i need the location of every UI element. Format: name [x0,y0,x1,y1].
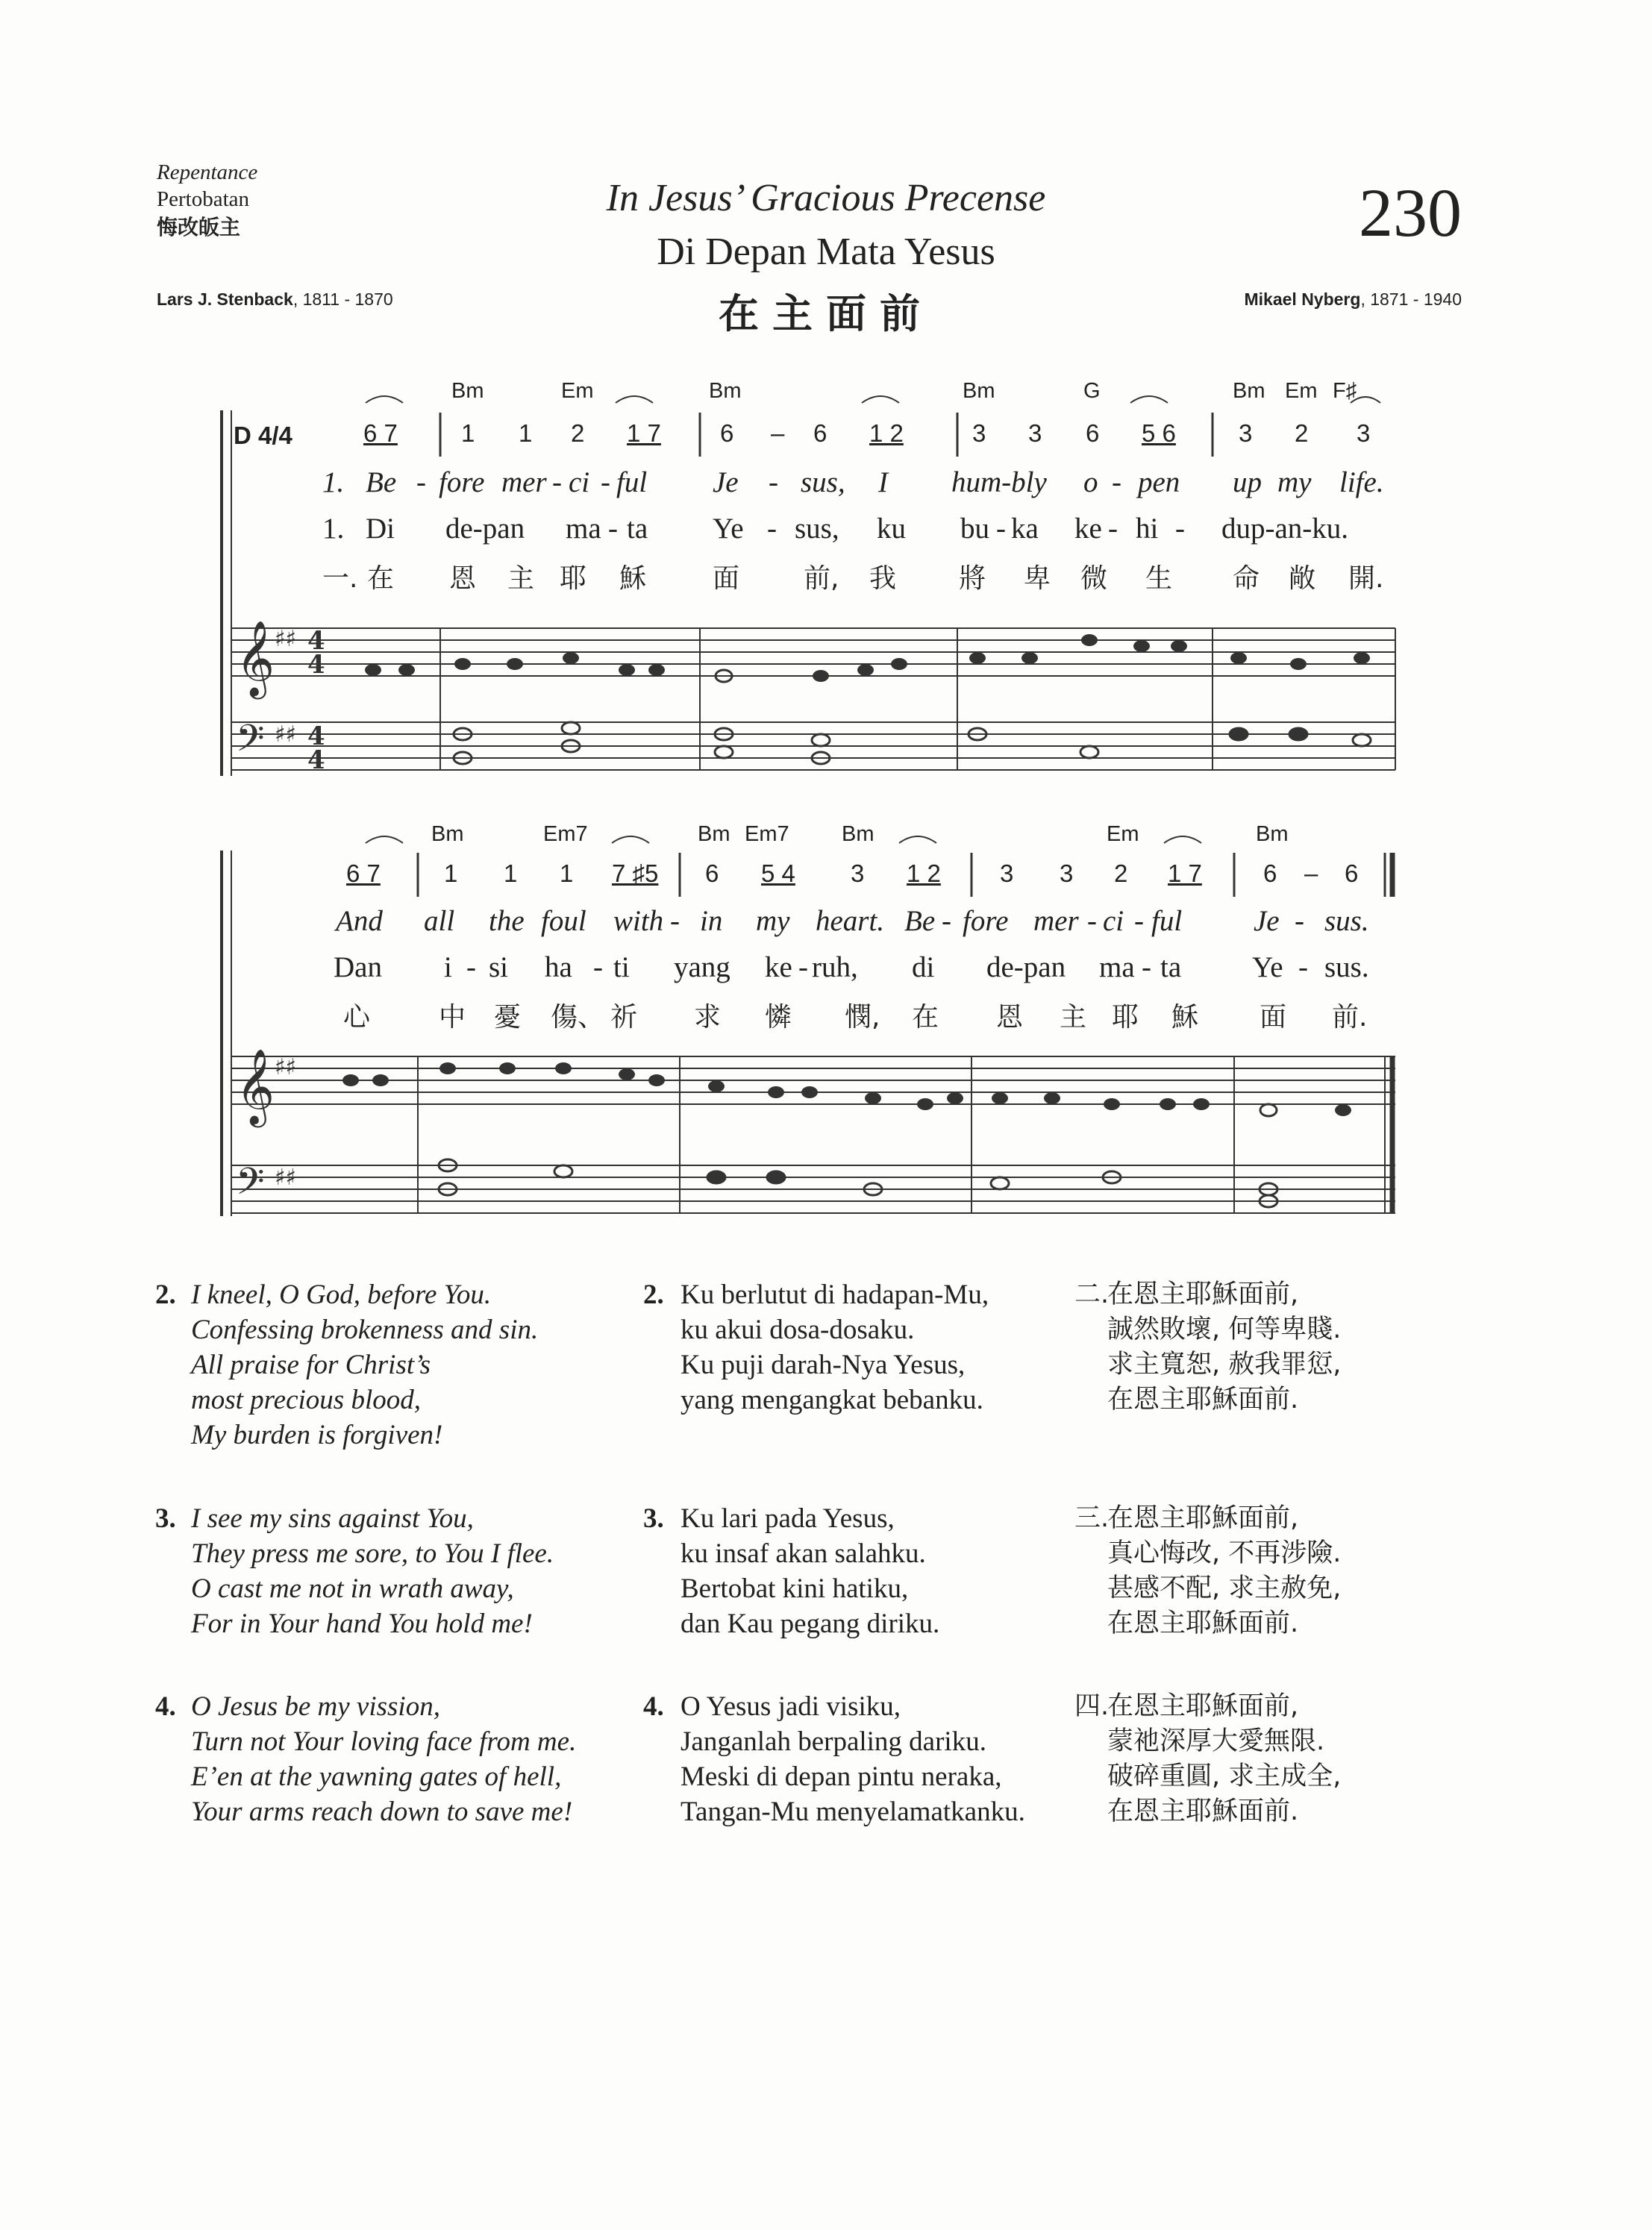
lyric-id: dup-an-ku. [1221,513,1349,545]
lyric-id: Dan [334,951,382,983]
category-en: Repentance [157,160,258,184]
cipher-note: 1 [560,859,574,887]
lyric-zh: 命 [1233,563,1260,594]
verse-line: Bertobat kini hatiku, [680,1573,909,1604]
cipher-note: 1 [504,859,518,887]
verse-line: 真心悔改, 不再涉險. [1107,1538,1342,1568]
lyric-en: - [1087,905,1097,937]
lyric-id: ku [877,513,906,545]
verse-number: 4. [643,1691,664,1722]
verse-number: 3. [643,1503,664,1534]
lyric-en: Be [366,466,397,498]
lyric-zh: 面 [1260,1002,1287,1033]
cipher-note: 3 [1357,419,1371,447]
lyric-zh: 傷、 [551,1002,605,1033]
lyric-en: I [878,466,888,498]
cipher-note: – [1304,859,1318,887]
verse-number: 2. [155,1280,176,1310]
lyric-en: the [489,905,525,937]
chord: F♯ [1333,379,1357,403]
cipher-note: 1 2 [869,419,904,447]
chord: Bm [709,379,742,403]
lyric-id: yang [674,951,730,983]
lyric-en: with [613,905,664,937]
lyric-id: ma [566,513,601,545]
verse-line: most precious blood, [191,1385,421,1415]
cipher-note: 5 6 [1142,419,1176,447]
lyric-en: - [1134,905,1144,937]
lyric-en: up [1233,466,1262,498]
chord: Bm [1233,379,1265,403]
lyric-zh: 開. [1348,563,1384,594]
svg-text:4: 4 [307,650,325,680]
lyric-zh: 在 [367,563,395,594]
lyric-en: 1. [322,466,345,498]
lyric-id: di [912,951,935,983]
lyric-en: ful [616,466,648,498]
cipher-note: 1 7 [627,419,661,447]
lyric-id: - [593,951,603,983]
lyric-id: ha [545,951,572,983]
verse-3-chinese [1074,1501,1341,1641]
lyric-id: - [608,513,618,545]
verse-line: Tangan-Mu menyelamatkanku. [680,1797,1025,1827]
verse-line: Ku berlutut di hadapan-Mu, [680,1280,989,1310]
lyric-zh: 中 [439,1002,466,1033]
lyric-id: 1. [322,513,345,545]
verse-3-english [155,1501,554,1641]
cipher-note: 6 [1263,859,1277,887]
svg-text:4: 4 [307,721,325,751]
lyric-id: Ye [713,513,744,545]
lyric-en: fore [439,466,485,498]
lyric-id: - [798,951,808,983]
verse-number: 4. [155,1691,176,1722]
cipher-note: 6 7 [346,859,381,887]
lyric-zh: 微 [1080,563,1108,594]
verse-line: 求主寬恕, 赦我罪愆, [1107,1350,1342,1379]
noteheads-2 [342,1062,1351,1116]
treble-clef-2: 𝄞 [236,1047,275,1124]
lyric-en: - [416,466,426,498]
title-chinese: 在主面前 [719,290,933,337]
lyric-en: And [336,905,383,937]
lyric-zh: 一. [322,563,358,594]
verse-line: Janganlah berpaling dariku. [680,1726,986,1757]
chord: Bm [842,822,875,846]
lyric-en: - [942,905,951,937]
lyric-id: sus. [1324,951,1369,983]
cipher-note: 5 4 [761,859,795,887]
lyric-zh: 憐 [765,1002,792,1033]
lyric-zh: 心 [343,1002,371,1033]
verse-number: 3. [155,1503,176,1534]
lyric-zh: 面 [713,563,740,594]
cipher-note: 1 7 [1168,859,1202,887]
lyric-id: bu [960,513,989,545]
key-sharps-1: ♯♯ [275,626,297,652]
verse-line: Confessing brokenness and sin. [191,1315,539,1345]
lyric-en: fore [963,905,1009,937]
lyric-zh: 前. [1332,1002,1368,1033]
lyric-zh: 我 [869,563,897,594]
cipher-note: 6 [1345,859,1359,887]
lyric-id: - [466,951,476,983]
verse-line: O Yesus jadi visiku, [680,1691,901,1722]
lyric-en: foul [541,905,586,937]
svg-text:4: 4 [307,745,325,775]
lyric-zh: 穌 [619,563,647,594]
lyric-en: Je [713,466,739,498]
time-signature: 4 [307,626,325,656]
verse-2-english [155,1277,538,1453]
lyric-id: ruh, [812,951,858,983]
slurs [366,396,1380,843]
verse-2-chinese [1074,1277,1341,1418]
verse-line: 甚感不配, 求主赦免, [1107,1573,1342,1603]
lyric-zh: 恩 [449,563,477,594]
verse-line: I see my sins against You, [191,1503,474,1534]
lyric-id: si [489,951,509,983]
system2-lines [222,851,1395,1216]
lyric-en: ci [569,466,590,498]
lyric-id: ta [1160,951,1182,983]
verse-line: I kneel, O God, before You. [191,1280,492,1310]
composer-name: Mikael Nyberg [1244,289,1361,309]
verse-line: Turn not Your loving face from me. [191,1726,577,1757]
lyric-zh: 恩 [996,1002,1024,1033]
verse-line: dan Kau pegang diriku. [680,1609,940,1639]
lyric-en: my [1277,466,1312,498]
verse-line: Your arms reach down to save me! [191,1797,573,1827]
lyric-en: hum-bly [951,466,1047,498]
cipher-note: 6 [813,419,827,447]
verse-line: 破碎重圓, 求主成全, [1107,1761,1342,1791]
cipher-note: 1 [519,419,533,447]
lyric-zh: 主 [507,563,535,594]
verse-number: 2. [643,1280,664,1310]
lyric-en: Je [1254,905,1280,937]
lyric-zh: 將 [959,563,986,594]
verse-2-indonesian [643,1277,989,1418]
svg-text:♯♯: ♯♯ [275,1165,297,1191]
lyric-en: heart. [816,905,885,937]
key-signature: D 4/4 [234,422,292,449]
lyric-zh: 憫, [845,1002,880,1033]
verse-line: 在恩主耶穌面前, [1107,1280,1299,1309]
lyric-zh: 敞 [1289,563,1316,594]
verse-line: 蒙祂深厚大愛無限. [1107,1726,1325,1756]
key-sharps-2: ♯♯ [275,1054,297,1080]
cipher-note: 6 [705,859,719,887]
cipher-note: 7 ♯5 [612,859,659,887]
lyric-en: - [552,466,562,498]
lyric-en: - [1112,466,1121,498]
lyric-id: ke [1074,513,1102,545]
lyric-id: - [1175,513,1185,545]
lyric-zh: 穌 [1171,1002,1199,1033]
verse-line: ku akui dosa-dosaku. [680,1315,915,1345]
bass-staff-2 [231,1165,1395,1213]
cipher-note: 6 [720,419,734,447]
lyric-en: ci [1103,905,1124,937]
lyric-en: - [769,466,778,498]
lyric-zh: 求 [694,1002,722,1033]
cipher-note: 3 [1060,859,1074,887]
lyric-en: - [601,466,610,498]
cipher-note: 2 [571,419,585,447]
lyric-en: in [700,905,723,937]
lyric-id: - [1108,513,1118,545]
lyric-en: ful [1151,905,1183,937]
chord: Em7 [745,822,789,846]
lyric-zh: 憂 [494,1002,522,1033]
lyric-id: de-pan [445,513,525,545]
cipher-note: – [771,419,785,447]
cipher-note: 3 [972,419,986,447]
cipher-note: 1 [461,419,475,447]
lyric-id: - [1298,951,1308,983]
verse-line: 在恩主耶穌面前. [1107,1797,1299,1826]
lyric-id: - [1142,951,1151,983]
composer-years: , 1871 - 1940 [1360,289,1462,309]
author-name: Lars J. Stenback [157,289,293,309]
lyric-id: ka [1011,513,1039,545]
cipher-note: 3 [851,859,865,887]
verse-line: E’en at the yawning gates of hell, [191,1761,562,1792]
category-id: Pertobatan [157,187,250,211]
verse-line: 在恩主耶穌面前, [1107,1503,1299,1533]
chord: G [1083,379,1101,403]
svg-text:♯♯: ♯♯ [275,721,297,748]
cipher-note: 3 [1239,419,1253,447]
bass-clef-2: 𝄢 [236,1160,265,1212]
verse-number: 四. [1074,1691,1110,1721]
cipher-note: 6 7 [363,419,398,447]
chord: Em7 [543,822,588,846]
lyric-zh: 卑 [1024,563,1051,594]
verse-line: Ku puji darah-Nya Yesus, [680,1350,966,1380]
lyric-en: pen [1138,466,1180,498]
lyric-en: - [670,905,680,937]
verse-line: yang mengangkat bebanku. [680,1385,983,1415]
lyric-id: - [996,513,1006,545]
lyric-id: ke [765,951,792,983]
verse-4-chinese [1074,1689,1341,1829]
chord: Em [1107,822,1139,846]
chord: Em [561,379,594,403]
lyric-en: mer [501,466,547,498]
lyric-id: - [767,513,777,545]
category-zh: 悔改皈主 [157,215,241,239]
lyric-en: Be [904,905,936,937]
verse-number: 三. [1074,1503,1110,1533]
bass-clef-1: 𝄢 [236,717,265,769]
lyric-en: all [424,905,455,937]
lyric-zh: 耶 [560,563,587,594]
chord: Bm [1256,822,1289,846]
cipher-note: 6 [1086,419,1100,447]
lyric-id: ti [613,951,630,983]
chord: Bm [451,379,484,403]
verse-3-indonesian [643,1501,939,1641]
cipher-note: 2 [1295,419,1309,447]
verse-line: ku insaf akan salahku. [680,1538,926,1569]
verse-line: Ku lari pada Yesus, [680,1503,895,1534]
verse-line: 在恩主耶穌面前, [1107,1691,1299,1721]
cipher-note: 1 2 [907,859,941,887]
chord: Bm [431,822,464,846]
verse-line: They press me sore, to You I flee. [191,1538,554,1569]
bass-notes-2 [439,1159,1277,1207]
lyric-zh: 祈 [610,1002,638,1033]
lyric-en: my [756,905,790,937]
verse-4-english [155,1689,576,1829]
lyric-en: mer [1033,905,1079,937]
noteheads-1 [365,634,1370,682]
lyric-en: sus. [1324,905,1369,937]
cipher-note: 1 [444,859,458,887]
lyric-en: o [1083,466,1098,498]
verse-line: O cast me not in wrath away, [191,1573,514,1604]
lyric-zh: 主 [1060,1002,1087,1033]
clefs [236,619,325,1212]
chord: Bm [963,379,995,403]
verse-line: 在恩主耶穌面前. [1107,1609,1299,1638]
cipher-note: 2 [1114,859,1128,887]
lyric-en: - [1295,905,1304,937]
verse-line: For in Your hand You hold me! [191,1609,533,1639]
cipher-note: 3 [1028,419,1042,447]
lyric-id: i [444,951,452,983]
lyric-id: sus, [795,513,839,545]
lyric-id: hi [1136,513,1159,545]
lyric-en: sus, [801,466,845,498]
verse-line: Meski di depan pintu neraka, [680,1761,1002,1792]
hymn-number: 230 [1359,175,1462,251]
author-years: , 1811 - 1870 [292,289,393,309]
verse-line: All praise for Christ’s [191,1350,431,1380]
lyric-zh: 耶 [1112,1002,1139,1033]
verse-line: My burden is forgiven! [191,1420,443,1450]
title-english: In Jesus’ Gracious Precense [606,177,1046,219]
chord: Bm [698,822,730,846]
lyric-zh: 在 [912,1002,939,1033]
verse-line: 在恩主耶穌面前. [1107,1385,1299,1415]
lyric-id: ma [1099,951,1135,983]
lyric-zh: 前, [804,563,839,594]
verse-line: 誠然敗壞, 何等卑賤. [1107,1315,1342,1344]
treble-clef-1: 𝄞 [236,619,275,696]
lyric-id: de-pan [986,951,1066,983]
lyric-en: life. [1339,466,1384,498]
verse-line: O Jesus be my vission, [191,1691,440,1722]
lyric-id: ta [627,513,648,545]
verse-number: 二. [1074,1280,1110,1309]
title-indonesian: Di Depan Mata Yesus [657,231,995,273]
lyric-id: Ye [1252,951,1283,983]
lyric-zh: 生 [1145,563,1173,594]
chord: Em [1285,379,1318,403]
verse-4-indonesian [643,1689,1025,1829]
cipher-note: 3 [1000,859,1014,887]
lyric-id: Di [366,513,395,545]
